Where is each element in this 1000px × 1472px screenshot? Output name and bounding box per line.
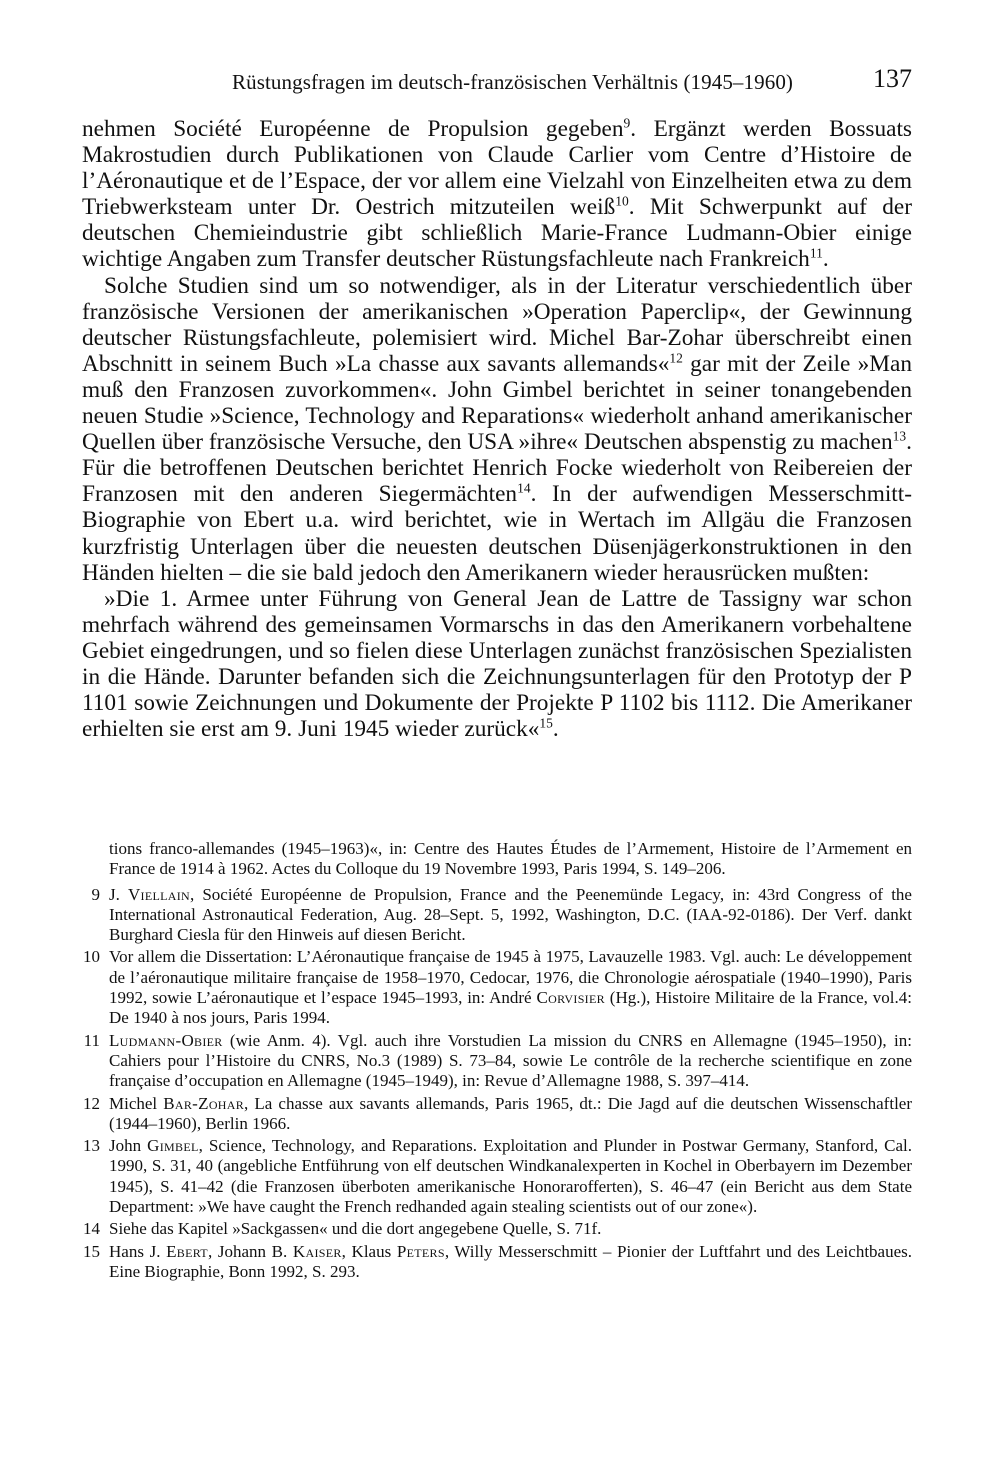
- author-name: Kaiser: [292, 1241, 342, 1261]
- running-title: Rüstungsfragen im deutsch-französischen Verhältnis (1945–1960): [232, 70, 794, 94]
- footnote-ref-9[interactable]: 9: [623, 115, 631, 131]
- footnote-10: 10 Vor allem die Dissertation: L’Aéronautique française de 1945 à 1975, Lavauzelle 1983. Vgl. auch: Le développement de l’aéronautique militaire française de 1958–1970, Cedocar, 1976, die Chronologie aérospatiale (1940–1990), Paris 1992, sowie L’aéronautique et l’espace 1945–1993, in: André Corvisier (Hg.), Histoire Militaire de la France, vol.4: De 1940 à nos jours, Paris 1994.: [83, 947, 912, 1028]
- author-name: Peters: [396, 1241, 445, 1261]
- footnote-number: 10: [83, 947, 100, 967]
- footnote-ref-11[interactable]: 11: [809, 246, 823, 262]
- page-number: 137: [873, 64, 912, 93]
- footnote-number: 9: [91, 884, 100, 904]
- footnote-13: 13 John Gimbel, Science, Technology, and Reparations. Exploitation and Plunder in Postwar Germany, Stanford, Cal. 1990, S. 31, 40 (angebliche Entführung von elf deutschen Windkanalexperten in Kochel in Oberbayern im Dezember 1945), S. 41–42 (die Franzosen überboten amerikanische Honorarofferten), S. 46–47 (ein Bericht aus dem State Department: »We have caught the French redhanded again stealing scientists out of our zone«).: [83, 1136, 912, 1217]
- footnote-number: 15: [83, 1241, 100, 1261]
- footnote-9: 9 J. Viellain, Société Européenne de Propulsion, France and the Peenemünde Legacy, in: 43rd Congress of the International Astronautical Federation, Aug. 28–Sept. 5, 1992, Washington, D.C. (IAA-92-0186). Der Verf. dankt Burghard Ciesla für den Hinweis auf diesen Bericht.: [82, 885, 912, 946]
- body-text: [82, 116, 912, 742]
- author-name: Bar-Zohar: [163, 1093, 245, 1113]
- footnote-number: 14: [83, 1219, 100, 1239]
- footnote-15: 15 Hans J. Ebert, Johann B. Kaiser, Klaus Peters, Willy Messerschmitt – Pionier der Luftfahrt und des Leichtbaues. Eine Biographie, Bonn 1992, S. 293.: [83, 1241, 912, 1281]
- footnote-number: 13: [83, 1136, 100, 1156]
- footnote-number: 12: [83, 1093, 100, 1113]
- footnote-ref-10[interactable]: 10: [615, 193, 629, 209]
- author-name: Ebert: [166, 1241, 208, 1261]
- footnote-12: 12 Michel Bar-Zohar, La chasse aux savants allemands, Paris 1965, dt.: Die Jagd auf die deutschen Wissenschaftler (1944–1960), Berlin 1966.: [83, 1093, 912, 1133]
- author-name: Viellain: [127, 884, 190, 904]
- page-header: [82, 64, 912, 100]
- footnote-14: 14 Siehe das Kapitel »Sackgassen« und die dort angegebene Quelle, S. 71f.: [83, 1219, 602, 1239]
- footnotes: [82, 839, 912, 1284]
- author-name: Corvisier: [536, 988, 605, 1008]
- block-quote: »Die 1. Armee unter Führung von General Jean de Lattre de Tassigny war schon mehrfach während des gemeinsamen Vormarschs in das den Amerikanern vorbehaltene Gebiet eingedrungen, und so fielen diese Unterlagen zunächst französischen Spezialisten in die Hände. Darunter befanden sich die Zeichnungsunterlagen für den Prototyp der P 1101 sowie Zeichnungen und Dokumente der Projekte P 1102 bis 1112. Die Amerikaner erhielten sie erst am 9. Juni 1945 wieder zurück«$^{15}$.: [82, 585, 912, 743]
- author-name: Ludmann-Obier: [109, 1030, 223, 1050]
- footnote-11: 11 Ludmann-Obier (wie Anm. 4). Vgl. auch ihre Vorstudien La mission du CNRS en Allemagne (1945–1950), in: Cahiers pour l’Histoire du CNRS, No.3 (1989) S. 73–84, sowie Le contrôle de la recherche scientifique en zone française d’occupation en Allemagne (1945–1949), in: Revue d’Allemagne 1988, S. 397–414.: [83, 1030, 912, 1091]
- footnote-ref-13[interactable]: 13: [892, 428, 907, 444]
- footnote-continuation: tions franco-allemandes (1945–1963)«, in: Centre des Hautes Études de l’Armement, Histoire de l’Armement en France de 1914 à 1962. Actes du Colloque du 19 Novembre 1993, Paris 1994, S. 149–206.: [109, 839, 912, 879]
- footnote-ref-15[interactable]: 15: [539, 715, 553, 731]
- footnote-ref-14[interactable]: 14: [517, 480, 531, 496]
- paragraph-1: nehmen Société Européenne de Propulsion gegeben$^9$. Ergänzt werden Bossuats Makrostudien durch Publikationen von Claude Carlier vom Centre d’Histoire de l’Aéronautique et de l’Espace, der vor allem eine Vielzahl von Einzelheiten etwa zu dem Triebwerksteam unter Dr. Oestrich mitzuteilen weiß$^{10}$. Mit Schwerpunkt auf der deutschen Chemieindustrie gibt schließlich Marie-France Ludmann-Obier einige wichtige Angaben zum Transfer deutscher Rüstungsfachleute nach Frankreich$^{11}$.: [82, 115, 912, 273]
- footnote-ref-12[interactable]: 12: [669, 350, 683, 366]
- paragraph-2: Solche Studien sind um so notwendiger, als in der Literatur verschiedentlich über französische Versionen der amerikanischen »Operation Paperclip«, der Gewinnung deutscher Rüstungsfachleute, polemisiert wird. Michel Bar-Zohar überschreibt einen Abschnitt in seinem Buch »La chasse aux savants allemands«$^{12}$ gar mit der Zeile »Man muß den Franzosen zuvorkommen«. John Gimbel berichtet in seiner tonangebenden neuen Studie »Science, Technology and Reparations« wiederholt anhand amerikanischer Quellen über französische Versuche, den USA »ihre« Deutschen abspenstig zu machen$^{13}$. Für die betroffenen Deutschen berichtet Henrich Focke wiederholt von Reibereien der Franzosen mit den anderen Siegermächten$^{14}$. In der aufwendigen Messerschmitt-Biographie von Ebert u.a. wird berichtet, wie in Wertach im Allgäu die Franzosen kurzfristig Unterlagen über die neuesten deutschen Düsenjägerkonstruktionen in den Händen hielten – die sie bald jedoch den Amerikanern wieder herausrücken mußten:: [82, 272, 913, 586]
- footnote-number: 11: [83, 1030, 100, 1050]
- author-name: Gimbel: [147, 1136, 199, 1156]
